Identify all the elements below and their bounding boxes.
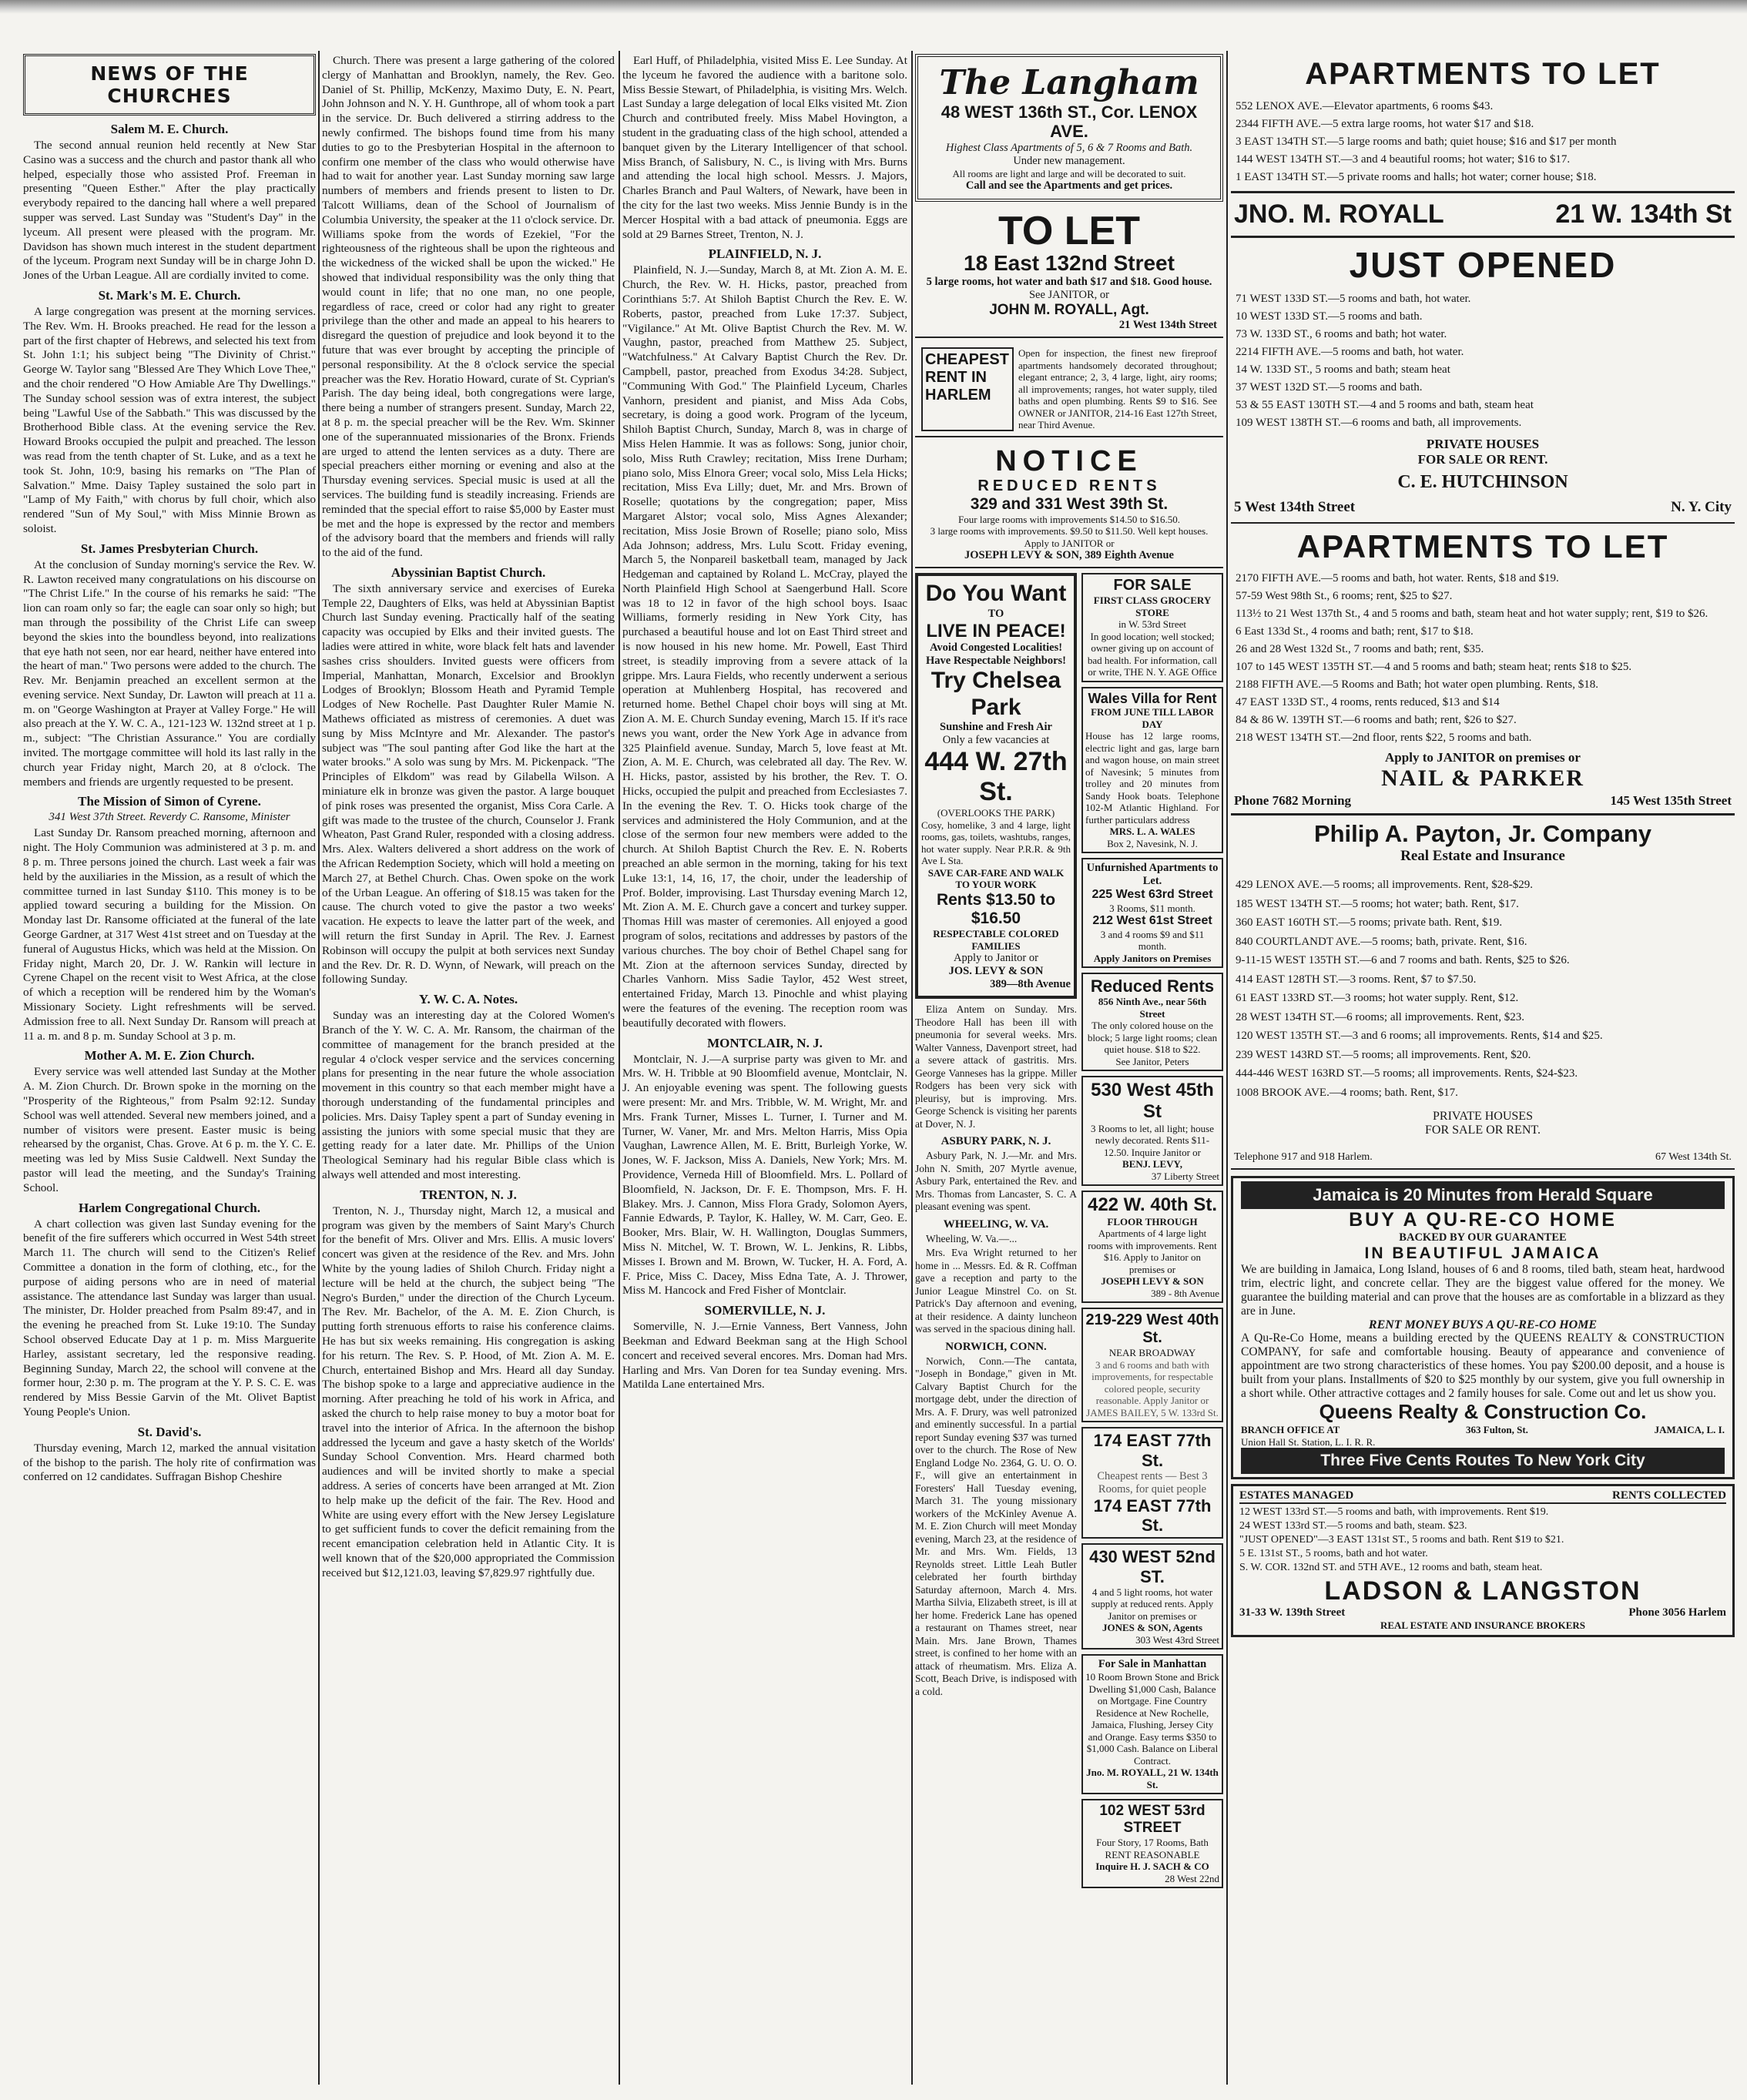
royall-agent-bar	[1231, 191, 1735, 238]
listing-item: 12 WEST 133rd ST.—5 rooms and bath, with improvements. Rent $19.	[1239, 1506, 1549, 1519]
forsale-sub: FIRST CLASS GROCERY STORE	[1093, 594, 1212, 618]
unfurnished-addr1: 225 West 63rd Street	[1091, 888, 1213, 902]
nail-parker-address: 145 West 135th Street	[1610, 793, 1732, 808]
chelsea-line6: Try Chelsea Park	[931, 668, 1061, 720]
article-headline: NORWICH, CONN.	[945, 1340, 1047, 1353]
payton-list	[1231, 876, 1735, 1102]
article-body: The second annual reunion held recently at New Star Casino was a success and the church and pastor thank all who helped, especially those who assisted Prof. Freeman in presenting "Queen Esther." After the play practically everybody repaired to the dancing hall where a well prepared supper was served. Last Sunday was "Student's Day" in the lyceum. All present were pleased with the program. Mr. Davidson has shown much interest in the student department of the lyceum. Program next Sunday will be in charge John D. Jones of the Urban League. All are cordially invited to come.	[23, 139, 316, 283]
nail-parker-contact	[1231, 792, 1735, 816]
queens-city: JAMAICA, L. I.	[1654, 1423, 1725, 1435]
article-body: Thursday evening, March 12, marked the annual visitation of the bishop to the parish. The holy rite of confirmation was conferred on 12 candidates. Suffragan Bishop Cheshire	[23, 1441, 316, 1484]
notice-apply: Apply to JANITOR or	[1024, 537, 1115, 549]
w53-agent: Inquire H. J. SACH & CO	[1095, 1861, 1209, 1873]
ads-column	[915, 54, 1223, 2082]
jamaica-body: We are building in Jamaica, Long Island, houses of 6 and 8 rooms, tiled bath, steam heat, hardwood trim, electric light, and concrete cellar. They are the biggest value offered for the money. We guarantee the building material and can prove that the houses are as comfortable in a blizzard as they are in June.	[1241, 1262, 1725, 1318]
tolet-line: 5 large rooms, hot water and bath $17 and $18. Good house.	[926, 276, 1212, 289]
listing-item: 360 EAST 160TH ST.—5 rooms; private bath. Rent, $19.	[1236, 916, 1503, 929]
article-body: At the conclusion of Sunday morning's service the Rev. W. R. Lawton received many congratulations on his discourse on "The Christ Life." In the course of his remarks he said: "The lion can roam only so far; the eagle can soar only so high; but man through the possibility of the Christ Life can sweep beyond the skies into the boundless beyond, into realizations that eye hath not seen, nor ear heard, neither have entered into the heart of man." Two persons were added to the church. The Rev. Mr. Benjamin preached an excellent sermon at the evening service. Next Sunday, Dr. Lawton will preach at 11 a. m. on "George Washington at Prayer at Valley Forge." He will also preach at the Y. W. C. A., 121-123 W. 132nd street at 1 p. m., subject: "The Christian Assurance." You are cordially invited. The mortgage committee will hold its last rally in the church year Friday night, March 20, at 8 o'clock. The members and friends are urgently requested to be present.	[23, 558, 316, 789]
queens-branch: BRANCH OFFICE AT	[1241, 1423, 1340, 1435]
notice-title: NOTICE	[995, 444, 1143, 477]
article-headline: SOMERVILLE, N. J.	[704, 1303, 826, 1318]
listing-item: 28 WEST 134TH ST.—6 rooms; all improvements. Rent, $23.	[1236, 1010, 1524, 1023]
listing-item: 109 WEST 138TH ST.—6 rooms and bath, all improvements.	[1236, 417, 1522, 429]
chelsea-families: RESPECTABLE COLORED FAMILIES	[933, 928, 1059, 952]
article-body: Mrs. Eva Wright returned to her home in ... Messrs. Ed. & R. Coffman gave a reception and party to the Junior League Minstrel Co. on St. Patrick's Day afternoon and evening, at their residence. A dainty luncheon was served in the spacious dining hall.	[915, 1247, 1077, 1335]
listing-item: 14 W. 133D ST., 5 rooms and bath; steam heat	[1236, 363, 1450, 376]
e77a-addr: 174 EAST 77th St.	[1093, 1431, 1212, 1470]
hutchinson-address-bar	[1231, 497, 1735, 524]
hutchinson-name: C. E. HUTCHINSON	[1397, 472, 1568, 492]
jamaica-banner: Jamaica is 20 Minutes from Herald Square	[1241, 1181, 1725, 1209]
listing-item: 37 WEST 132D ST.—5 rooms and bath.	[1236, 381, 1423, 394]
ladson-name: LADSON & LANGSTON	[1324, 1576, 1641, 1606]
chelsea-overlook: (OVERLOOKS THE PARK)	[937, 807, 1055, 819]
langham-line2: Under new management.	[1013, 154, 1125, 167]
w40-agent: JOSEPH LEVY & SON	[1101, 1275, 1204, 1288]
listing-item: 47 EAST 133D ST., 4 rooms, rents reduced, $13 and $14	[1236, 696, 1500, 708]
chelsea-agent-address: 389—8th Avenue	[990, 978, 1071, 991]
news-articles-2	[322, 54, 615, 1580]
payton-private-1: PRIVATE HOUSES	[1433, 1110, 1533, 1123]
article-body: Earl Huff, of Philadelphia, visited Miss E. Lee Sunday. At the lyceum he favored the audience with a baritone solo. Miss Bessie Stewart, of Philadelphia, is visiting Mrs. Welch. Last Sunday a large delegation of local Elks visited Mt. Zion Church and contributed freely. Miss Mabel Hovington, a student in the graduating class of the high school, attended a banquet given by the Literary Intelligencer of that school. Miss Branch, of Salisbury, N. C., is living with Mrs. Burns and attending the local high school. Messrs. J. Majors, Charles Branch and Paul Walters, of Newark, have been in the city for the last two weeks. Miss Jennie Bundy is in the Mercer Hospital with a bad attack of pneumonia. Eggs are sold at 29 Barnes Street, Trenton, N. J.	[622, 54, 907, 241]
w40-sub: FLOOR THROUGH	[1107, 1215, 1198, 1228]
for-sale-grocery-ad	[1081, 573, 1223, 682]
column-rule	[318, 51, 320, 2085]
news-articles-4	[915, 1003, 1077, 1698]
apartments-to-let-title-2: APARTMENTS TO LET	[1296, 528, 1669, 564]
article-body: Montclair, N. J.—A surprise party was given to Mr. and Mrs. W. H. Tribble at 90 Bloomfield avenue, Montclair, N. J. An enjoyable evening was spent. The following guests were present: Mr. and Mrs. Tribble, W. M. Wright, Mr. and Mrs. Frank Turner, Misses L. Turner, I. Turner and M. Turner, W. Vaner, Mr. and Mrs. Melton Harris, Miss Opia Vaughan, Lawrence Allen, M. E. Britt, Burleigh Yorke, W. Jones, W. F. Jackson, Miss A. Daniels, New York; Mrs. M. Providence, Verneda Hill of Bloomfield. Mrs. L. Pollard of Bloomfield, N. Jackson, Dr. F. E. Thompson, Mrs. F. H. Blakey. Mrs. J. Cannon, Miss Flora Grady, Solomon Ayers, Fannie Edwards, P. Taylor, K. Halley, W. M. Carr, Geo. E. Booker, Mrs. Blair, W. H. Wallington, Douglas Summers, Miss N. Mitchel, W. T. Brown, W. L. Jenkins, R. Libbs, Misses I. Brown and M. Brown, W. Tucker, H. A. Ford, A. F. Price, Miss C. Dacey, Miss Edna Tate, A. J. Thrower, Miss M. Hancock and Fred Fisher of Montclair.	[622, 1052, 907, 1298]
listing-item: 1 EAST 134TH ST.—5 private rooms and halls; hot water; corner house; $18.	[1236, 171, 1597, 183]
article-body: Asbury Park, N. J.—Mr. and Mrs. John N. Smith, 207 Myrtle avenue, Asbury Park, entertained the Rev. and Mrs. Thomas from Lancaster, S. C. A pleasant evening was spent.	[915, 1150, 1077, 1213]
cheapest-label: CHEAPEST RENT IN HARLEM	[921, 347, 1014, 431]
tolet-address: 18 East 132nd Street	[964, 251, 1175, 276]
chelsea-save: SAVE CAR-FARE AND WALK TO YOUR WORK	[927, 866, 1065, 891]
article-subhead: 341 West 37th Street. Reverdy C. Ransome, Minister	[49, 811, 290, 824]
article-body: Plainfield, N. J.—Sunday, March 8, at Mt. Zion A. M. E. Church, the Rev. W. H. Hicks, pastor, preached from Corinthians 5:7. At Shiloh Baptist Church the Rev. E. W. Roberts, pastor, preached from Luke 17:37. Subject, "Vigilance." At Mt. Olive Baptist Church the Rev. M. W. Vaughn, pastor, preached from Matthew 25. Subject, "Watchfulness." At Calvary Baptist Church the Rev. Dr. Campbell, pastor, preached from Exodus 34:28. Subject, "Communing With God." The Plainfield Lyceum, Charles Vanhorn, president and pianist, and Miss Ada Cobs, secretary, is doing a good work. Program of the lyceum, Shiloh Baptist Church, Sunday, March 8, was in charge of Miss Helen Hammie. It was as follows: Song, junior choir, solo, Miss Ruth Crawley; recitation, Miss Irene Durham; piano solo, Miss Elnora Greer; vocal solo, Miss Lela Hicks; recitation, Miss Eva Lilly; duet, Mr. and Mrs. Brown of Roselle; quotations by the congregation; paper, Miss Margaret Alstor; vocal solo, Miss Agnes Alexander; recitation, Miss Josie Brown of Roselle; piano solo, Miss Ada Johnson; address, Mrs. Lulu Scott. Friday evening, March 5, the Nonpareil basketball team, managed by Jack Hedgeman and captained by Roland L. McCray, played the North Plainfield High School at Saengerbund Hall. Score was 18 to 12 in favor of the high school boys. Isaac Williams, formerly residing in New York City, has purchased a beautiful house and lot on East Third street and is now housed in his new home. Mr. Powell, East Third street, is steadily improving from a severe attack of la grippe. Mrs. Laura Fields, who recently underwent a serious operation at Muhlenberg Hospital, has recovered and returned home. Bethel Chapel choir boys will sing at Mt. Zion A. M. E. Church Sunday evening, March 15. If it's race news you want, order the New York Age in advance from 325 Plainfield avenue. Sunday, March 5, love feast at Mt. Zion, A. M. E. Church, was celebrated all day. The Rev. W. H. Hicks, pastor, assisted by his brother, the Rev. T. O. Hicks, occupied the pulpit and preached from Ecclesiastes 7. In the evening the Rev. T. O. Hicks took charge of the services and administered the Holy Communion, and at the close of the sermon four new members were added to the church. At Shiloh Baptist Church the Rev. E. N. Roberts preached an able sermon in the morning, taking for his text Luke 13:1, 14, 16, 17, the choir, under the leadership of Prof. Bolder, improvising. Last Thursday evening March 12, Mt. Zion A. M. E. Church gave a concert and turkey supper. Thomas Hill was master of ceremonies. All enjoyed a good program of solos, recitations and addresses by pastors of the various churches. The boy choir of Bethel Chapel sang for Mt. Zion at the afternoon services Sunday, directed by Charles Vanhorn. Miss Sadie Taylor, 452 West street, entertained Friday, March 13. Pinochle and whist playing were the features of the evening. The reception room was beautifully decorated with flowers.	[622, 263, 907, 1030]
west-52nd-ad	[1081, 1543, 1223, 1650]
listing-item: 2170 FIFTH AVE.—5 rooms and bath, hot water. Rents, $18 and $19.	[1236, 572, 1559, 584]
w52-agent-address: 303 West 43rd Street	[1135, 1633, 1219, 1646]
queens-branch-row	[1241, 1424, 1725, 1436]
apartments-to-let-title: APARTMENTS TO LET	[1305, 57, 1661, 91]
listing-item: 840 COURTLANDT AVE.—5 rooms; bath, private. Rent, $16.	[1236, 935, 1527, 948]
payton-company-sub: Real Estate and Insurance	[1400, 848, 1565, 864]
article-headline: PLAINFIELD, N. J.	[708, 246, 822, 262]
queens-bottom: Three Five Cents Routes To New York City	[1241, 1448, 1725, 1474]
private-houses-2: FOR SALE OR RENT.	[1417, 452, 1548, 467]
ladson-address: 31-33 W. 139th Street	[1239, 1606, 1346, 1619]
w45-addr: 530 West 45th St	[1091, 1080, 1214, 1123]
chelsea-rents: Rents $13.50 to $16.50	[936, 890, 1056, 928]
article-headline: ASBURY PARK, N. J.	[941, 1135, 1051, 1148]
listing-item: 6 East 133d St., 4 rooms and bath; rent, $17 to $18.	[1236, 625, 1474, 638]
ladson-sub: REAL ESTATE AND INSURANCE BROKERS	[1380, 1619, 1586, 1632]
unfurnished-title: Unfurnished Apartments to Let.	[1086, 862, 1219, 888]
tolet-see: See JANITOR, or	[1028, 289, 1110, 302]
unfurnished-line2: 3 and 4 rooms $9 and $11 month.	[1100, 928, 1205, 953]
west-45th-ad	[1081, 1076, 1223, 1186]
w53-addr: 102 WEST 53rd STREET	[1099, 1803, 1205, 1837]
cheapest-text: Open for inspection, the finest new fireproof apartments handsomely decorated throughout; elegant entrance; 2, 3, 4 large, light, airy rooms; all improvements; ranges, hot water supply, tiled baths and open plumbing. Rents $9 to $16. See OWNER or JANITOR, 214-16 East 127th Street, near Third Avenue.	[1018, 347, 1217, 431]
payton-address: 67 West 134th St.	[1655, 1151, 1732, 1163]
notice-ad	[915, 442, 1223, 569]
article-headline: Harlem Congregational Church.	[79, 1200, 260, 1215]
chelsea-body: Cosy, homelike, 3 and 4 large, light rooms, gas, toilets, washtubs, ranges, hot water supply. Near P.R.R. & 9th Ave L Sta.	[921, 819, 1071, 867]
chelsea-line1: Do You Want	[925, 581, 1067, 607]
listing-item: "JUST OPENED"—3 EAST 131st ST., 5 rooms and bath. Rent $19 to $21.	[1239, 1534, 1564, 1546]
payton-phone: Telephone 917 and 918 Harlem.	[1234, 1151, 1373, 1163]
royall-name: JNO. M. ROYALL	[1234, 199, 1444, 229]
rents-collected: RENTS COLLECTED	[1612, 1489, 1726, 1502]
estates-managed: ESTATES MANAGED	[1239, 1489, 1354, 1502]
jamaica-body2: A Qu-Re-Co Home, means a building erected by the QUEENS REALTY & CONSTRUCTION COMPANY, for safe and comfortable housing. Beauty of appearance and convenience of appointment are two strong characteristics of these homes. You pay $200.00 deposit, and a house is built from your plans. Installments of $20 to $25 monthly by our system, give you full ownership in a short while. Other attractive cottages and 2 family houses for sale. Come out and let us show you.	[1241, 1331, 1725, 1400]
church-news-column	[23, 54, 316, 2082]
church-news-masthead: NEWS OF THE CHURCHES	[23, 54, 316, 116]
nail-parker-name: NAIL & PARKER	[1381, 765, 1584, 791]
listing-item: 26 and 28 West 132d St., 7 rooms and bath; rent, $35.	[1236, 643, 1484, 655]
article-body: Trenton, N. J., Thursday night, March 12, a musical and program was given by the members of Saint Mary's Church for the benefit of Mrs. Oliver and Mrs. Ellis. A music lovers' concert was given at the residence of the Rev. and Mrs. John White by the young ladies of Shiloh Church. Friday night a lecture will be held at the church, the subject being "The Negro's Burden," under the direction of the Church Lyceum. The Rev. Mr. Bachelor, of the A. M. E. Zion Church, is putting forth strenuous efforts to raise his conference claims. He has but six weeks remaining. His congregation is asking for his return. The Rev. S. P. Hood, of Mt. Zion A. M. E. Church, entertained Bishop and Mrs. Heard all day Sunday. The bishop spoke to a large and appreciative audience in the morning. After preaching he told of his work in Africa, and asked the church to help raise money to buy a motor boat for travel into the interior of Africa. In the afternoon the bishop addressed the lyceum and gave a hasty sketch of the Worlds' Sunday School Convention. Mrs. Heard charmed both audiences and will be invited shortly to make a special address. A series of concerts have been arranged at Mt. Zion to help make up the deficit of the fair. The Rev. Hood and White are using every effort with the New Jersey Legislature to get sufficient funds to cover the deficit remaining from the recent emancipation celebration held in Atlantic City. It is well known that of the $20,000 appropriated the Commission received but $12,121.03, leaving $7,829.97 rightfully due.	[322, 1204, 615, 1579]
real-estate-column	[1231, 54, 1735, 2082]
w52-agent: JONES & SON, Agents	[1102, 1622, 1203, 1634]
church-news-articles	[23, 122, 316, 1485]
forsale-text: In good location; well stocked; owner giving up on account of bad health. For information, call or write, THE N. Y. AGE Office	[1087, 630, 1218, 678]
article-body: Every service was well attended last Sunday at the Mother A. M. Zion Church. Dr. Brown spoke in the morning on the "Prosperity of the Righteous," from Psalm 92:12. Sunday School was well attended. Several new members joined, and a number of visitors were present. Easter music is being rehearsed by the organist, Chas. Grove. At 6 p. m. the Y. C. E. meeting was led by Miss Susie Caldwell. Next Sunday the pastor will lead the meeting, and the Sunday's Training School.	[23, 1065, 316, 1194]
article-body: Somerville, N. J.—Ernie Vanness, Bert Vanness, John Beekman and Edward Beekman sang at the High School concert and received several encores. Mrs. Doman had Mrs. Harling and Mrs. Van Doren for tea Sunday evening. Mrs. Matilda Lane entertained Mrs.	[622, 1320, 907, 1392]
news-column-2	[322, 54, 615, 2082]
reduced-see: See Janitor, Peters	[1115, 1055, 1189, 1067]
listing-item: 444-446 WEST 163RD ST.—5 rooms; all improvements. Rents, $24-$23.	[1236, 1067, 1578, 1080]
cheapest-rent-ad	[915, 343, 1223, 437]
article-headline: WHEELING, W. VA.	[943, 1217, 1049, 1231]
reduced-addr: 856 Ninth Ave., near 56th Street	[1098, 996, 1207, 1020]
listing-item: 73 W. 133D ST., 6 rooms and bath; hot water.	[1236, 328, 1447, 340]
column-rule	[911, 51, 913, 2085]
chelsea-line2: TO	[988, 607, 1004, 620]
manhattan-title: For Sale in Manhattan	[1098, 1658, 1207, 1671]
w45-agent: BENJ. LEVY,	[1122, 1158, 1182, 1171]
reduced-rents-ad	[1081, 973, 1223, 1071]
ads-subcolumn-left	[915, 573, 1077, 1893]
column-rule	[1226, 51, 1228, 2085]
listing-item: 24 WEST 133rd ST.—5 rooms and bath, steam. $23.	[1239, 1520, 1467, 1532]
estates-list	[1239, 1504, 1726, 1576]
wales-villa-ad	[1081, 687, 1223, 854]
chelsea-agent: JOS. LEVY & SON	[948, 965, 1044, 978]
wales-contact: MRS. L. A. WALES	[1109, 826, 1195, 838]
langham-line3: All rooms are light and large and will be decorated to suit.	[952, 167, 1186, 179]
reduced-text: The only colored house on the block; 5 large light rooms; clean quiet house. $18 to $22.	[1087, 1020, 1218, 1056]
w219-sub: NEAR BROADWAY	[1108, 1347, 1196, 1359]
wales-sub: FROM JUNE TILL LABOR DAY	[1091, 706, 1214, 730]
listing-item: 120 WEST 135TH ST.—3 and 6 rooms; all improvements. Rents, $14 and $25.	[1236, 1030, 1603, 1042]
hutchinson-city: N. Y. City	[1671, 499, 1732, 515]
listing-item: 61 EAST 133RD ST.—3 rooms; hot water supply. Rent, $12.	[1236, 992, 1519, 1004]
article-headline: Mother A. M. E. Zion Church.	[84, 1048, 255, 1063]
west-53rd-ad	[1081, 1799, 1223, 1888]
article-headline: MONTCLAIR, N. J.	[707, 1035, 823, 1050]
apartments-list	[1231, 98, 1735, 186]
listing-item: 10 WEST 133D ST.—5 rooms and bath.	[1236, 310, 1423, 323]
chelsea-address: 444 W. 27th St.	[924, 747, 1068, 807]
wales-title: Wales Villa for Rent	[1088, 690, 1217, 706]
reduced-title: Reduced Rents	[1090, 976, 1215, 996]
queens-name: Queens Realty & Construction Co.	[1319, 1399, 1647, 1423]
jamaica-motto: RENT MONEY BUYS A QU-RE-CO HOME	[1368, 1318, 1598, 1331]
tolet-agent-address: 21 West 134th Street	[1118, 319, 1217, 332]
article-headline: TRENTON, N. J.	[420, 1187, 517, 1202]
apartments-list-2	[1231, 570, 1735, 747]
column-rule	[619, 51, 620, 2085]
w219-addr: 219-229 West 40th St.	[1085, 1311, 1219, 1347]
w40-agent-address: 389 - 8th Avenue	[1151, 1287, 1219, 1299]
west-219-ad	[1081, 1308, 1223, 1422]
chelsea-line8: Only a few vacancies at	[942, 734, 1050, 747]
listing-item: 144 WEST 134TH ST.—3 and 4 beautiful rooms; hot water; $16 to $17.	[1236, 153, 1571, 166]
article-headline: St. James Presbyterian Church.	[80, 541, 259, 556]
article-headline: Salem M. E. Church.	[110, 122, 229, 136]
for-sale-manhattan-ad	[1081, 1654, 1223, 1794]
payton-contact	[1231, 1150, 1735, 1170]
hutchinson-address: 5 West 134th Street	[1234, 499, 1356, 515]
jamaica-title: BUY A QU-RE-CO HOME	[1349, 1209, 1617, 1231]
tolet-agent: JOHN M. ROYALL, Agt.	[989, 302, 1149, 319]
unfurnished-ad	[1081, 858, 1223, 968]
listing-item: 84 & 86 W. 139TH ST.—6 rooms and bath; rent, $26 to $27.	[1236, 714, 1517, 726]
langham-address: 48 WEST 136th ST., Cor. LENOX AVE.	[941, 102, 1198, 142]
jamaica-sub2: IN BEAUTIFUL JAMAICA	[1364, 1244, 1601, 1262]
quereco-ad	[1231, 1176, 1735, 1479]
ladson-langston-ad	[1231, 1484, 1735, 1637]
listing-item: 2344 FIFTH AVE.—5 extra large rooms, hot water $17 and $18.	[1236, 118, 1534, 130]
article-body: Church. There was present a large gathering of the colored clergy of Manhattan and Brooklyn, namely, the Rev. Geo. Daniel of St. Phillip, McKenzy, Maximo Duty, E. N. Peart, John Johnson and N. Y. H. Gunthrope, all of whom took a part in the service. Dr. Buch delivered a stirring address to the newly confirmed. The bishops found time from his many duties to go to the Presbyterian Hospital in the afternoon to confirm one member of the class who would otherwise have had to wait for another year. Last Sunday morning saw large numbers of members and friends present to listen to Dr. Talcott Williams, dean of the School of Journalism of Columbia University, the speaker at the 11 o'clock service. Dr. Williams spoke from the words of Ezekiel, "For the righteousness of the righteous shall be upon the righteous and the wickedness of the wicked shall be upon the wicked." He showed that individual responsibility was the only thing that would count in life; that no one man, no one people, regardless of race, creed or color had any right to greater privilege than the other and made an appeal to his hearers to disregard the question of prejudice and look beyond it to the future that was ever brought by accepting the principle of personal responsibility. At the 8 o'clock service the special preacher was the Rev. Horatio Howard, curate of St. Cyprian's Parish. The day being ideal, both congregations were large, there being a number of strangers present. Sunday, March 22, at 8 p. m. the special preacher will be the Rev. Wm. Skinner one of the superannuated missionaries of the Bronx. Friends are urged to attend the lenten services as a duty. There are special preachers either morning or evening and also at the Thursday evening services. Special music is used at all the services. The building fund is steadily increasing. Friends are reminded that the special effort to raise $5,000 by Easter must be met and the hope is expressed by the rector and members of the advisory board that the members and friends will rally to the aid of the fund.	[322, 54, 615, 560]
langham-ad	[915, 54, 1223, 202]
tolet-ad	[915, 206, 1223, 338]
listing-item: 2214 FIFTH AVE.—5 rooms and bath, hot water.	[1236, 346, 1464, 358]
nail-parker-phone: Phone 7682 Morning	[1234, 793, 1352, 808]
article-headline: Y. W. C. A. Notes.	[418, 992, 518, 1007]
listing-item: 2188 FIFTH AVE.—5 Rooms and Bath; hot water open plumbing. Rents, $18.	[1236, 678, 1598, 691]
west-40th-ad	[1081, 1191, 1223, 1303]
queens-addr: 363 Fulton, St.	[1466, 1423, 1528, 1435]
chelsea-apply: Apply to Janitor or	[954, 952, 1038, 965]
listing-item: 552 LENOX AVE.—Elevator apartments, 6 rooms $43.	[1236, 100, 1494, 112]
private-houses-1: PRIVATE HOUSES	[1426, 437, 1540, 451]
listing-item: 185 WEST 134TH ST.—5 rooms; hot water; bath. Rent, $17.	[1236, 897, 1519, 910]
article-headline: St. David's.	[137, 1424, 202, 1439]
article-body: Last Sunday Dr. Ransom preached morning, afternoon and night. The Holy Communion was administered at 3 p. m. and 8 p. m. Three persons joined the church. Last week a fair was held by the auxiliaries in the Mission, as a result of which the committee turned in last Sunday $110. This money is to be applied toward securing a building for the Mission. On Monday last Dr. Ransome officiated at the funeral of the late George Gardner, at 317 West 41st street and on Tuesday at the funeral of Augustus Hicks, which was held at the Mission. On Friday night, March 20, Dr. J. W. Rankin will lecture in Cyrene Chapel on the recent visit to West Africa, at the close of which a reception will be rendered him by the Woman's Missionary Society. Light refreshments will be served. Admission free to all. Next Sunday Dr. Ransom will preach at 11 a. m. and 8 p. m. Sunday School at 3 p. m.	[23, 826, 316, 1043]
estates-header	[1239, 1489, 1726, 1504]
chelsea-line7: Sunshine and Fresh Air	[940, 721, 1052, 734]
ads-split	[915, 573, 1223, 1893]
w53-text: Four Story, 17 Rooms, Bath RENT REASONABLE	[1096, 1837, 1209, 1861]
manhattan-text: 10 Room Brown Stone and Brick Dwelling $1,000 Cash, Balance on Mortgage. Fine Country Residence at New Rochelle, Jamaica, Flushing, Jersey City and Orange. Easy terms $350 to $1,000 Cash. Balance on Liberal Contract.	[1085, 1671, 1219, 1767]
east-77th-ad	[1081, 1427, 1223, 1539]
nail-apply: Apply to JANITOR on premises or	[1385, 750, 1581, 765]
listing-item: 57-59 West 98th St., 6 rooms; rent, $25 to $27.	[1236, 590, 1453, 602]
w219-text: 3 and 6 rooms and bath with improvements, for respectable colored people, security reasonable. Apply Janitor or JAMES BAILEY, 5 W. 133rd St.	[1086, 1358, 1219, 1418]
listing-item: 429 LENOX AVE.—5 rooms; all improvements. Rent, $28-$29.	[1236, 879, 1533, 891]
article-headline: The Mission of Simon of Cyrene.	[78, 794, 261, 809]
e77b-addr: 174 EAST 77th St.	[1093, 1495, 1212, 1536]
listing-item: 71 WEST 133D ST.—5 rooms and bath, hot water.	[1236, 293, 1471, 305]
payton-company-name: Philip A. Payton, Jr. Company	[1313, 820, 1652, 847]
ladson-phone: Phone 3056 Harlem	[1628, 1606, 1726, 1619]
listing-item: 9-11-15 WEST 135TH ST.—6 and 7 rooms and bath. Rents, $25 to $26.	[1236, 954, 1570, 966]
chelsea-line3: LIVE IN PEACE!	[926, 620, 1066, 641]
e77a-text: Cheapest rents — Best 3 Rooms, for quiet people	[1097, 1469, 1208, 1495]
w53-agent-address: 28 West 22nd	[1165, 1872, 1219, 1884]
listing-item: 414 EAST 128TH ST.—3 rooms. Rent, $7 to $7.50.	[1236, 973, 1477, 986]
forsale-addr: in W. 53rd Street	[1118, 618, 1187, 631]
notice-sub: REDUCED RENTS	[977, 477, 1161, 494]
unfurnished-addr2: 212 West 61st Street	[1092, 914, 1212, 928]
article-body: A chart collection was given last Sunday evening for the benefit of the fire sufferers which occurred in West 54th street March 11. The church will send to the Citizen's Relief Committee a donation in the form of clothing, etc., for the purpose of aiding persons who are in need of material assistance. The attendance last Sunday was larger than usual. The minister, Dr. Holder preached from Psalm 89:47, and in the evening he preached from St. Luke 19:10. The Sunday School observed Educate Day at 1 p. m. Miss Marguerite Harley, assistant secretary, led the responsive reading. Beginning Sunday, March 22, the school will convene at the former hour, 2:30 p. m. The program at the Y. P. S. C. E. was rendered by Miss Bessie Garvin of the Mt. Olivet Baptist Young People's Union.	[23, 1217, 316, 1418]
unfurnished-line1: 3 Rooms, $11 month.	[1109, 902, 1195, 914]
listing-item: 218 WEST 134TH ST.—2nd floor, rents $22, 5 rooms and bath.	[1236, 732, 1532, 744]
article-body: Wheeling, W. Va.—...	[926, 1232, 1018, 1244]
just-opened-list	[1231, 290, 1735, 432]
just-opened-title: JUST OPENED	[1349, 245, 1617, 285]
news-articles-3	[622, 54, 907, 1392]
article-headline: Abyssinian Baptist Church.	[391, 564, 546, 580]
chelsea-line4: Avoid Congested Localities!	[929, 641, 1063, 655]
chelsea-park-ad	[915, 573, 1077, 999]
w45-text: 3 Rooms to let, all light; house newly decorated. Rents $11-12.50. Inquire Janitor or	[1091, 1122, 1214, 1158]
notice-agent: JOSEPH LEVY & SON, 389 Eighth Avenue	[964, 549, 1174, 562]
listing-item: 107 to 145 WEST 135TH ST.—4 and 5 rooms and bath; steam heat; rents $18 to $25.	[1236, 661, 1632, 673]
listing-item: S. W. COR. 132nd ST. and 5TH AVE., 12 rooms and bath, steam heat.	[1239, 1562, 1543, 1574]
ladson-contact	[1239, 1606, 1726, 1619]
article-headline: St. Mark's M. E. Church.	[98, 287, 241, 303]
w40-addr: 422 W. 40th St.	[1087, 1194, 1218, 1216]
w52-text: 4 and 5 light rooms, hot water supply at reduced rents. Apply Janitor on premises or	[1091, 1586, 1214, 1622]
listing-item: 5 E. 131st ST., 5 rooms, bath and hot water.	[1239, 1548, 1428, 1560]
jamaica-sub1: BACKED BY OUR GUARANTEE	[1399, 1231, 1567, 1244]
payton-private-2: FOR SALE OR RENT.	[1425, 1124, 1541, 1137]
langham-line4: Call and see the Apartments and get prices.	[965, 179, 1173, 193]
langham-line1: Highest Class Apartments of 5, 6 & 7 Rooms and Bath.	[945, 141, 1193, 154]
notice-address: 329 and 331 West 39th St.	[970, 494, 1169, 513]
listing-item: 3 EAST 134TH ST.—5 large rooms and bath; quiet house; $16 and $17 per month	[1236, 136, 1617, 148]
article-body: Norwich, Conn.—The cantata, "Joseph in Bondage," given in Mt. Calvary Baptist Church for the mortgage debt, under the direction of Mrs. A. F. Drury, was well patronized and eminently successful. In a partial report Sunday evening $37 was turned over to the church. The Rose of New England Lodge No. 2364, G. U. O. O. F., will give an entertainment in Foresters' Hall Tuesday evening, March 31. The young missionary workers of the McKinley Avenue A. M. E. Zion Church will meet Monday evening, March 23, at the residence of Mr. and Mrs. Wm. Fields, 13 Reynolds street. Little Leah Butler celebrated her fourth birthday Saturday afternoon, March 4. Mrs. Martha Silvia, Elizabeth street, is ill at her home. Frederick Lane has opened a restaurant on Thames street, near Main. Mrs. Jane Brown, Thames street, is confined to her home with an attack of rheumatism. Mrs. Eliza A. Scott, Beach Drive, is indisposed with a cold.	[915, 1355, 1077, 1697]
listing-item: 113½ to 21 West 137th St., 4 and 5 rooms and bath, steam heat and hot water supply; rent, $19 to $26.	[1236, 608, 1708, 620]
article-body: A large congregation was present at the morning services. The Rev. Wm. H. Brooks preached. He read for the lesson a part of the first chapter of Hebrews, and selected his text from St. John 1:1; his subject being "The Divinity of Christ." George W. Taylor sang "Blessed Are They Which Love Thee," and the choir rendered "O How Amiable Are Thy Dwellings." The Sunday school session was of extra interest, the subject being "Lawful Use of the Sabbath." This was discussed by the Brotherhood Bible class. At the evening service the Rev. Howard Brooks occupied the pulpit and preached. The lesson was read from the tenth chapter of St. Luke, and as a text he took St. John, 10:9, basing his remarks on "The Plan of Salvation." Mme. Daisy Tapley sustained the solo part in "Lamp of My Faith," with chorus by full choir, which also rendered "Sun of My Soul," with Miss Minnie Brown as soloist.	[23, 304, 316, 535]
ads-subcolumn-right	[1081, 573, 1223, 1893]
chelsea-line5: Have Respectable Neighbors!	[925, 655, 1067, 668]
royall-address: 21 W. 134th St	[1555, 199, 1732, 229]
article-body: The sixth anniversary service and exercises of Eureka Temple 22, Daughters of Elks, was held at Abyssinian Baptist Church last Sunday evening. Practically half of the seating capacity was occupied by Elks and their invited guests. The ladies were attired in white, wore black felt hats and lavender sashes criss shoulders. Invited guests were officers from Imperial, Manhattan, Monarch, Excelsior and Brooklyn Lodges of Brooklyn; Blossom Heath and Pyramid Temple Lodges of New Rochelle. Past Daughter Ruler Mamie N. Mathews officiated as mistress of ceremonies. A duet was sung by Miss McIntyre and Mr. Alexander. The pastor's subject was "The soul panting after God like the hart at the water brooks." A solo was sung by Mrs. M. Pickenpack. "The Principles of Elkdom" was read by Gilabella Wilson. A miniature elk in bronze was given the pastor. A large bouquet of pink roses was presented the organist, Miss Cora Carle. A gift was made to the trustee of the church, Counselor J. Frank Wheaton, Past Grand Ruler, responded with a closing address. Mrs. Alex. Walters delivered a short address on the work of the African Redemption Society, which will hold a meeting on March 27, at Bethel Church. Chas. Owen spoke on the work of the Urban League. An offering of $18.15 was taken for the cause. The church voted to give the pastor a two weeks' vacation. He expects to leave the latter part of the week, and will return the first Sunday in April. The Rev. J. Earnest Robinson will occupy the pulpit at both services next Sunday and the Rev. Dr. R. D. Wynn, of Newark, will preach on the following Sunday.	[322, 581, 615, 986]
w52-addr: 430 WEST 52nd ST.	[1089, 1547, 1216, 1586]
article-body: Sunday was an interesting day at the Colored Women's Branch of the Y. W. C. A. Mr. Ransom, the chairman of the committee of management for the branch presided at the regular 4 o'clock vesper service and the services concerning plans for presenting in the near future the whole association movement in this country so that each member might have a thorough understanding of the fundamental principles and policies. Mrs. Daisy Tapley spent a part of Sunday evening in assisting the juniors with some special music that they are getting ready for a later date. Mr. Phillips of the Union Theological Seminary had his regular Bible class which is always well attended and most interesting.	[322, 1009, 615, 1181]
notice-detail2: 3 large rooms with improvements. $9.50 to $11.50. Well kept houses.	[930, 525, 1209, 538]
listing-item: 1008 BROOK AVE.—4 rooms; bath. Rent, $17.	[1236, 1086, 1458, 1099]
forsale-title: FOR SALE	[1113, 577, 1192, 594]
wales-text: House has 12 large rooms, electric light and gas, large barn and wagon house, on main street of Navesink; 5 minutes from trolley and 20 minutes from Sandy Hook boats. Telephone 102-M Atlantic Highland. For further particulars address	[1085, 730, 1219, 826]
wales-contact-address: Box 2, Navesink, N. J.	[1107, 837, 1198, 849]
listing-item: 239 WEST 143RD ST.—5 rooms; all improvements. Rent, $20.	[1236, 1048, 1531, 1061]
page-top-edge	[0, 0, 1747, 14]
listing-item: 53 & 55 EAST 130TH ST.—4 and 5 rooms and bath, steam heat	[1236, 399, 1534, 411]
news-column-3	[622, 54, 907, 2082]
unfurnished-apply: Apply Janitors on Premises	[1093, 952, 1212, 964]
tolet-title: TO LET	[998, 209, 1140, 254]
queens-branch-addr: Union Hall St. Station, L. I. R. R.	[1241, 1435, 1376, 1448]
w40-text: Apartments of 4 large light rooms with improvements. Rent $16. Apply to Janitor on premises or	[1088, 1228, 1217, 1275]
w45-agent-address: 37 Liberty Street	[1151, 1170, 1219, 1182]
notice-detail: Four large rooms with improvements $14.50 to $16.50.	[958, 513, 1180, 525]
manhattan-agent: Jno. M. ROYALL, 21 W. 134th St.	[1086, 1767, 1219, 1790]
langham-name: The Langham	[939, 63, 1199, 102]
article-body: Eliza Antem on Sunday. Mrs. Theodore Hall has been ill with pneumonia for several weeks. Mrs. Walter Vanness, Davenport street, had a severe attack of gastritis. Mrs. George Vanneses has la grippe. Miller Rodgers has been very sick with pleurisy, but is improving. Mrs. George Schenck is visiting her parents at Dover, N. J.	[915, 1003, 1077, 1130]
